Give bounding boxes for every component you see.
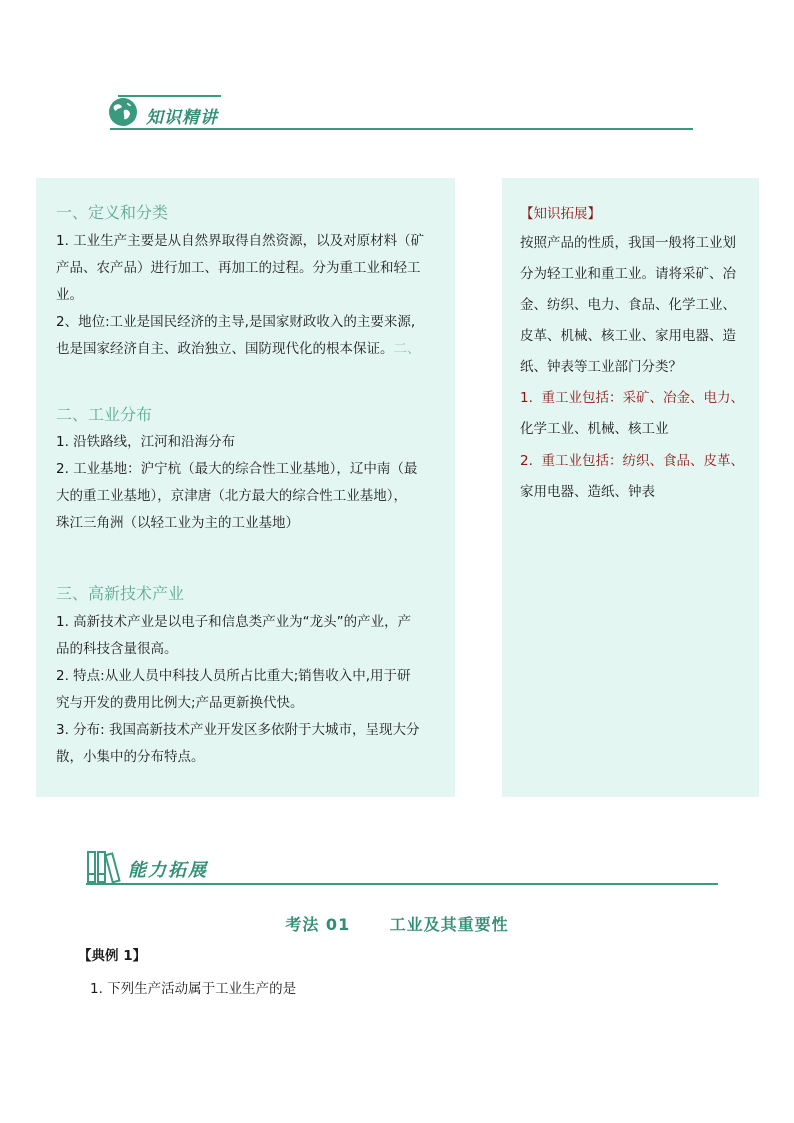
section-title-distribution: 二、工业分布 <box>56 405 153 424</box>
text-line: 按照产品的性质，我国一般将工业划 <box>520 235 736 251</box>
section-heading-knowledge: 知识精讲 <box>146 108 218 128</box>
text-line: 也是国家经济自主、政治独立、国防现代化的根本保证。二、 <box>56 341 421 357</box>
text-line: 珠江三角洲（以轻工业为主的工业基地） <box>56 515 299 531</box>
example-label: 【典例 1】 <box>78 948 147 964</box>
section3-text <box>56 609 420 771</box>
answer-number: 1. <box>520 390 533 406</box>
text-line: 散，小集中的分布特点。 <box>56 749 205 765</box>
text-line: 业。 <box>56 287 83 303</box>
text-line: 金、纺织、电力、食品、化学工业、 <box>520 297 736 313</box>
answer-light-industry <box>520 446 744 508</box>
text-line: 1. 沿铁路线，江河和沿海分布 <box>56 434 236 450</box>
text-line: 2. 工业基地：沪宁杭（最大的综合性工业基地），辽中南（最 <box>56 461 418 477</box>
section-title-definition: 一、定义和分类 <box>56 203 169 222</box>
text-line: 化学工业、机械、核工业 <box>520 421 669 437</box>
answer-number: 2. <box>520 453 533 469</box>
text-line: 2、地位:工业是国民经济的主导,是国家财政收入的主要来源, <box>56 314 416 330</box>
text-line: 纸、钟表等工业部门分类？ <box>520 359 682 375</box>
extension-intro <box>520 228 736 383</box>
text-line: 1. 高新技术产业是以电子和信息类产业为“龙头”的产业，产 <box>56 614 412 630</box>
text-line: 家用电器、造纸、钟表 <box>520 484 655 500</box>
text-line: 品的科技含量很高。 <box>56 641 178 657</box>
question-text: 1. 下列生产活动属于工业生产的是 <box>90 981 297 997</box>
law-title: 考法 01 工业及其重要性 <box>285 915 509 934</box>
answer-heavy-industry <box>520 383 744 445</box>
books-icon <box>86 850 126 884</box>
text-line: 1. 工业生产主要是从自然界取得自然资源，以及对原材料（矿 <box>56 233 425 249</box>
text-line: 产品、农产品）进行加工、再加工的过程。分为重工业和轻工 <box>56 260 421 276</box>
text-line: 分为轻工业和重工业。请将采矿、冶 <box>520 266 736 282</box>
globe-icon <box>108 97 138 127</box>
text-line: 1. 重工业包括：采矿、冶金、电力、 <box>520 390 744 406</box>
faded-text: 二、 <box>393 341 421 357</box>
section2-text <box>56 429 417 537</box>
text-line: 大的重工业基地），京津唐（北方最大的综合性工业基地）， <box>56 488 407 504</box>
text-line: 3. 分布: 我国高新技术产业开发区多依附于大城市，呈现大分 <box>56 722 420 738</box>
text-line: 2. 特点:从业人员中科技人员所占比重大;销售收入中,用于研 <box>56 668 411 684</box>
section-heading-ability: 能力拓展 <box>128 860 208 881</box>
section-title-hightech: 三、高新技术产业 <box>56 584 185 603</box>
text-line: 皮革、机械、核工业、家用电器、造 <box>520 328 736 344</box>
text-line: 2. 重工业包括：纺织、食品、皮革、 <box>520 453 744 469</box>
header-underline <box>110 128 693 130</box>
section1-text <box>56 228 424 363</box>
extension-title: 【知识拓展】 <box>520 206 601 222</box>
text-line: 究与开发的费用比例大;产品更新换代快。 <box>56 695 304 711</box>
header2-underline <box>86 883 718 885</box>
